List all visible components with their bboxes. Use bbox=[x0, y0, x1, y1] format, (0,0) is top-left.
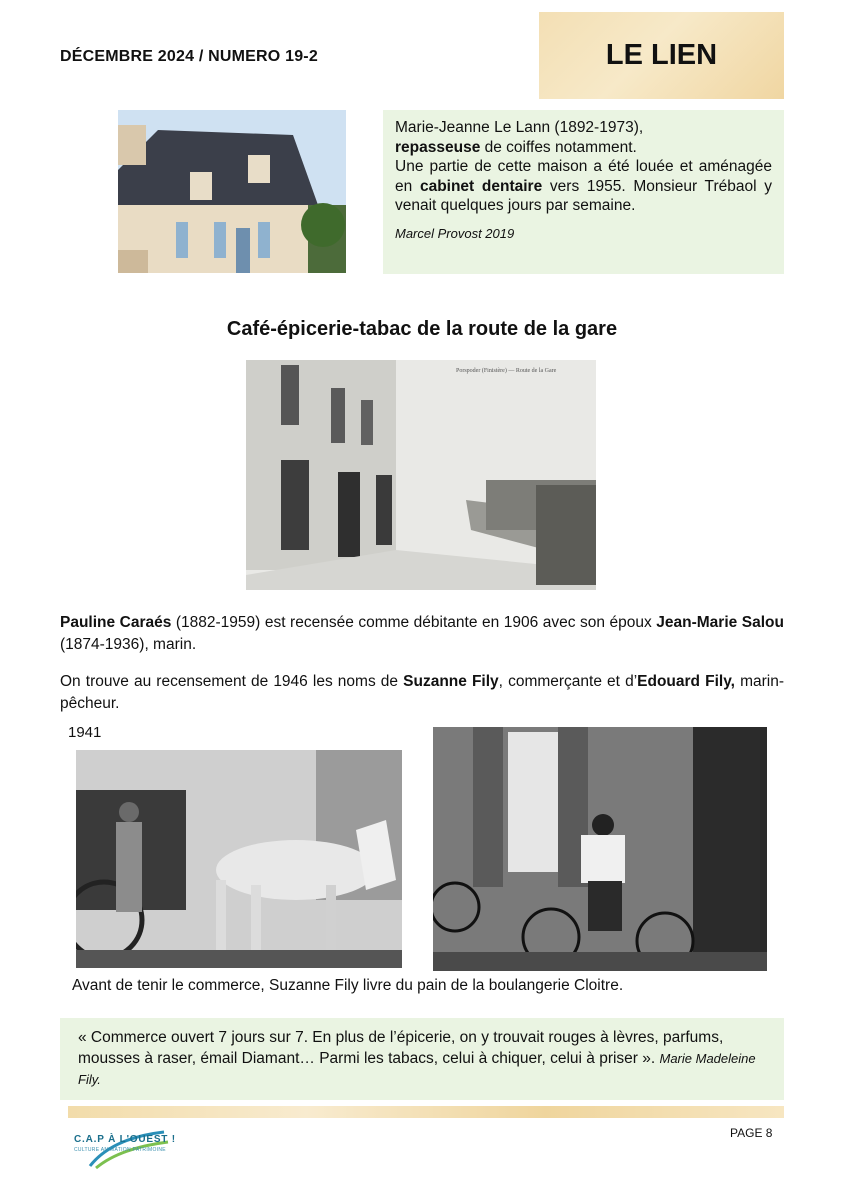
quote-author: Marie Madeleine Fily. bbox=[78, 1051, 756, 1087]
paragraph-1-text-b: (1874-1936), marin. bbox=[60, 636, 197, 653]
house-caption-box bbox=[383, 110, 784, 274]
house-photo bbox=[118, 110, 346, 273]
caption-bold-cabinet: cabinet dentaire bbox=[419, 177, 543, 195]
logo-subtitle: CULTURE ANIMATION PATRIMOINE bbox=[74, 1147, 166, 1153]
year-label: 1941 bbox=[68, 724, 102, 741]
paragraph-2-text-b: , commerçante et d’ bbox=[498, 673, 638, 690]
name-edouard: Edouard Fily, bbox=[637, 673, 735, 690]
caption-line-3 bbox=[395, 157, 772, 216]
paragraph-1-text-a: (1882-1959) est recensée comme débitante en 1906 avec son époux bbox=[171, 614, 657, 631]
paragraph-2 bbox=[60, 671, 784, 715]
horse-cart-photo bbox=[76, 750, 402, 968]
photos-caption: Avant de tenir le commerce, Suzanne Fily livre du pain de la boulangerie Cloitre. bbox=[72, 977, 624, 994]
brand-banner bbox=[539, 12, 784, 99]
caption-line-1: Marie-Jeanne Le Lann (1892-1973), bbox=[395, 119, 644, 136]
caption-line-3b: vers 1955. Monsieur Trébaol y venait quelques jours par semaine. bbox=[395, 177, 772, 214]
quote-text: « Commerce ouvert 7 jours sur 7. En plus de l’épicerie, on y trouvait rouges à lèvres, parfums, mousses à raser, émail Diamant… Parmi les tabacs, celui à chiquer, celui à priser ». bbox=[78, 1029, 724, 1067]
name-suzanne: Suzanne Fily bbox=[403, 673, 499, 690]
caption-bold-profession: repasseuse bbox=[395, 138, 481, 156]
postcard-title-text: Porspoder (Finistère) — Route de la Gare bbox=[456, 368, 557, 374]
caption-credit: Marcel Provost 2019 bbox=[395, 225, 515, 241]
caption-line-3a: Une partie de cette maison a été louée et aménagée en bbox=[395, 158, 772, 195]
paragraph-2-text-c: marin-pêcheur. bbox=[60, 673, 784, 712]
paragraph-1 bbox=[60, 612, 784, 656]
page-number: PAGE 8 bbox=[730, 1126, 773, 1140]
issue-label: DÉCEMBRE 2024 / NUMERO 19-2 bbox=[60, 48, 318, 65]
section-title: Café-épicerie-tabac de la route de la gare bbox=[226, 318, 618, 340]
logo-text: C.A.P À L'OUEST ! bbox=[74, 1134, 176, 1145]
name-pauline: Pauline Caraés bbox=[60, 614, 172, 631]
paragraph-2-text-a: On trouve au recensement de 1946 les noms de bbox=[60, 673, 404, 690]
caption-line-2 bbox=[395, 138, 772, 158]
name-jean-marie: Jean-Marie Salou bbox=[656, 614, 784, 631]
bicycle-photo bbox=[433, 727, 767, 971]
footer-band bbox=[68, 1106, 784, 1118]
quote-box bbox=[60, 1018, 784, 1100]
brand-title: LE LIEN bbox=[605, 39, 718, 71]
postcard-photo bbox=[246, 360, 596, 590]
caption-line-2-rest: de coiffes notamment. bbox=[480, 138, 637, 156]
